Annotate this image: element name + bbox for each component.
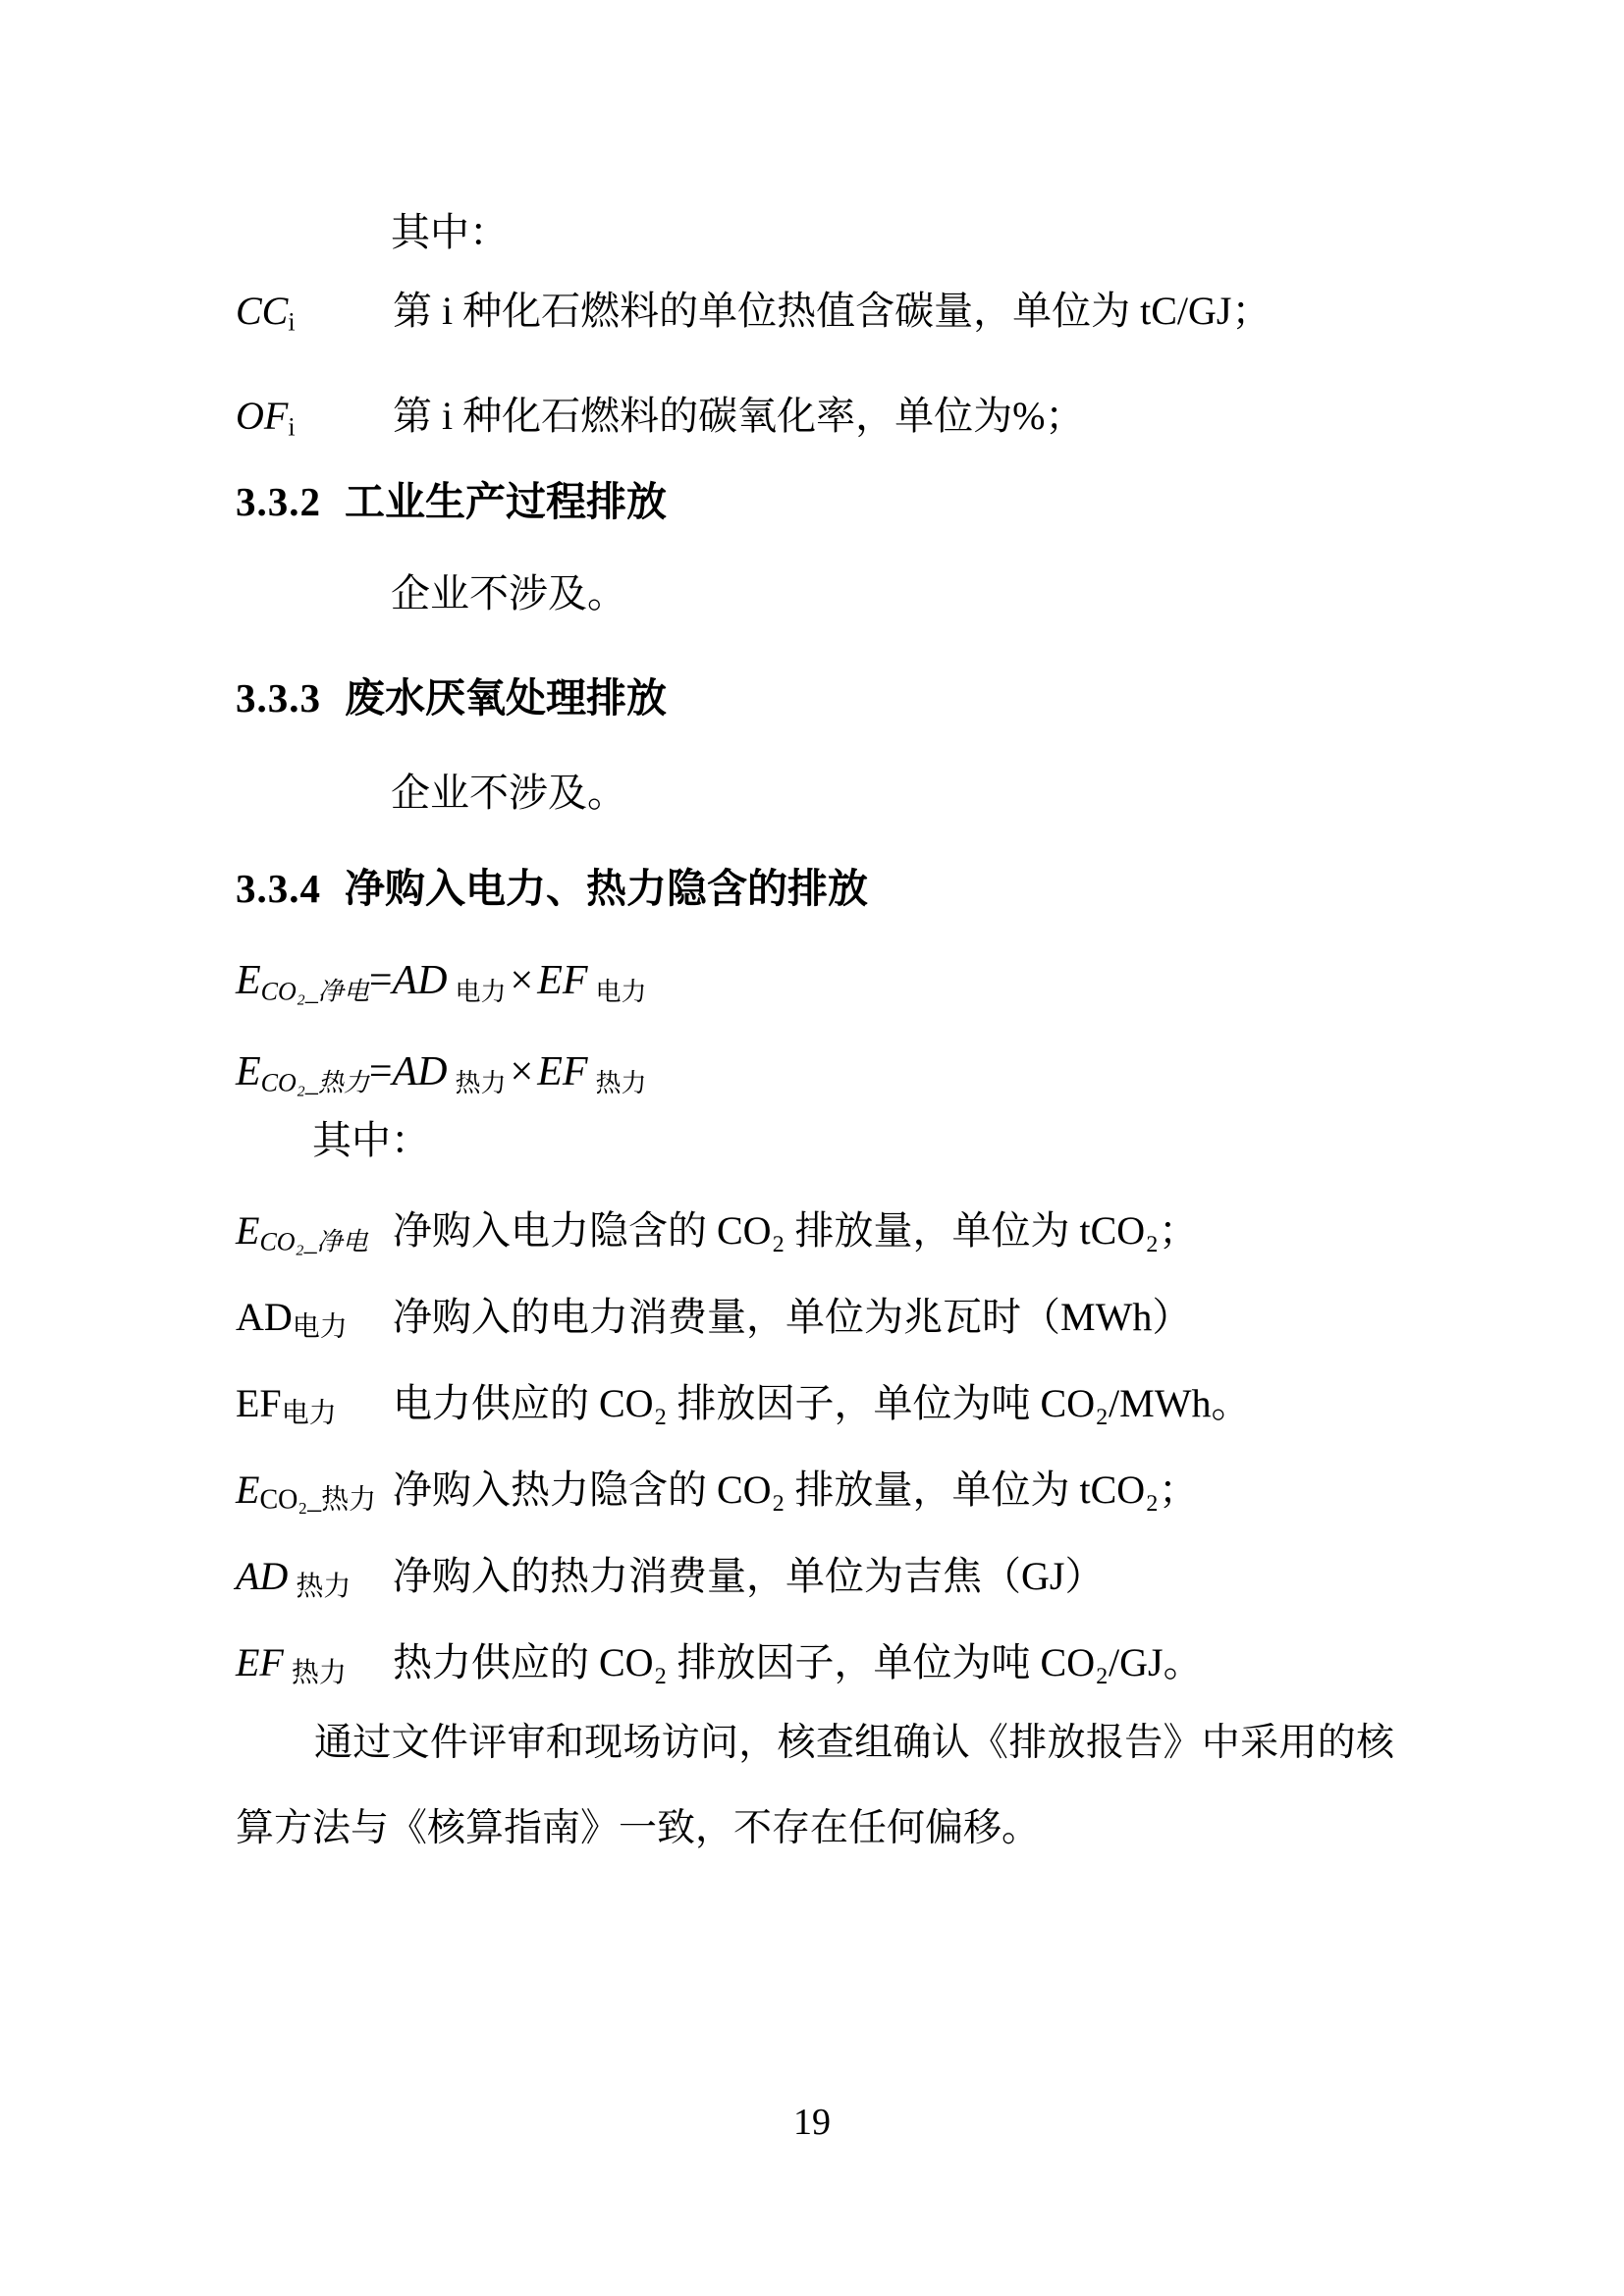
term-cci-sub: i [288,307,296,337]
multiply-sign: × [510,1049,534,1095]
term-ad-heat [236,1553,393,1602]
term-cci [236,288,393,337]
variable-desc: 净购入的热力消费量，单位为吉焦（GJ） [393,1554,1105,1598]
variable-row-ad-heat [236,1545,1104,1601]
formula1-lhs-sub: CO₂_净电 [260,977,369,1006]
variable-row-e-co2-net-electricity [236,1200,1198,1255]
desc-ofi: 第 i 种化石燃料的碳氧化率，单位为%； [393,394,1085,438]
term-sub: 热力 [291,1657,347,1688]
term-sub: 热力 [296,1571,352,1602]
section-title-332: 工业生产过程排放 [345,479,667,524]
page-number: 19 [793,2102,831,2143]
formula2-ad: AD [392,1049,448,1095]
formula1-ad: AD [392,958,448,1003]
formula2-ef-sub: 热力 [595,1068,647,1097]
where-label-top: 其中： [391,210,509,254]
formula2-ad-sub: 热力 [455,1068,507,1097]
variable-row-ef-heat [236,1631,1203,1687]
formula2-lhs-sub: CO₂_热力 [260,1068,369,1097]
multiply-sign: × [510,958,534,1003]
term-ef-electricity [236,1380,393,1429]
formula1-ad-sub: 电力 [455,977,507,1006]
term-sub: 电力 [281,1398,337,1429]
term-ofi [236,393,393,442]
term-sub: CO₂_热力 [259,1484,377,1516]
formula1-ef: EF [537,958,588,1003]
term-sub: 电力 [292,1311,348,1343]
definition-row-cci [236,280,1271,336]
variable-desc: 电力供应的 CO₂ 排放因子，单位为吨 CO₂/MWh。 [393,1381,1251,1425]
formula1-ef-sub: 电力 [595,977,647,1006]
formula2-ef: EF [537,1049,588,1095]
section-number-332: 3.3.2 [236,479,321,524]
section-title-334: 净购入电力、热力隐含的排放 [345,866,868,911]
section-number-333: 3.3.3 [236,675,321,721]
term-ef-heat [236,1639,393,1688]
term-base: AD [236,1554,289,1598]
section-body-333: 企业不涉及。 [391,771,626,815]
where-label-variables: 其中： [312,1118,430,1162]
section-heading-333 [236,666,667,723]
term-base: E [236,1208,260,1253]
formula-net-electricity [236,957,647,1004]
section-body-332: 企业不涉及。 [391,571,626,615]
desc-cci: 第 i 种化石燃料的单位热值含碳量，单位为 tC/GJ； [393,289,1272,333]
variable-row-ad-electricity [236,1286,1191,1342]
variable-desc: 热力供应的 CO₂ 排放因子，单位为吨 CO₂/GJ。 [393,1640,1203,1684]
term-cci-base: CC [236,289,289,333]
term-e-co2-net-electricity [236,1207,393,1254]
term-ofi-sub: i [288,412,296,442]
section-title-333: 废水厌氧处理排放 [345,675,667,721]
formula-heat [236,1048,647,1095]
term-base: EF [236,1640,284,1684]
term-e-co2-heat [236,1467,393,1516]
formula2-lhs: E [236,1049,261,1095]
variable-desc: 净购入热力隐含的 CO₂ 排放量，单位为 tCO₂； [393,1468,1199,1512]
variable-row-ef-electricity [236,1372,1250,1428]
term-base: AD [236,1295,293,1339]
section-heading-332 [236,469,667,527]
term-ad-electricity [236,1294,393,1343]
term-ofi-base: OF [236,394,289,438]
variable-desc: 净购入电力隐含的 CO₂ 排放量，单位为 tCO₂； [393,1208,1199,1253]
term-base: E [236,1468,260,1512]
term-sub: CO₂_净电 [259,1227,368,1256]
term-base: EF [236,1381,282,1425]
definition-row-ofi [236,385,1084,441]
formula2-equals: = [368,1049,393,1095]
variable-row-e-co2-heat [236,1459,1198,1515]
formula1-lhs: E [236,958,261,1003]
section-heading-334 [236,856,868,914]
closing-paragraph: 通过文件评审和现场访问，核查组确认《排放报告》中采用的核算方法与《核算指南》一致，不存在任何偏移。 [236,1722,1394,1849]
section-number-334: 3.3.4 [236,866,321,911]
formula1-equals: = [368,958,393,1003]
variable-desc: 净购入的电力消费量，单位为兆瓦时（MWh） [393,1295,1192,1339]
